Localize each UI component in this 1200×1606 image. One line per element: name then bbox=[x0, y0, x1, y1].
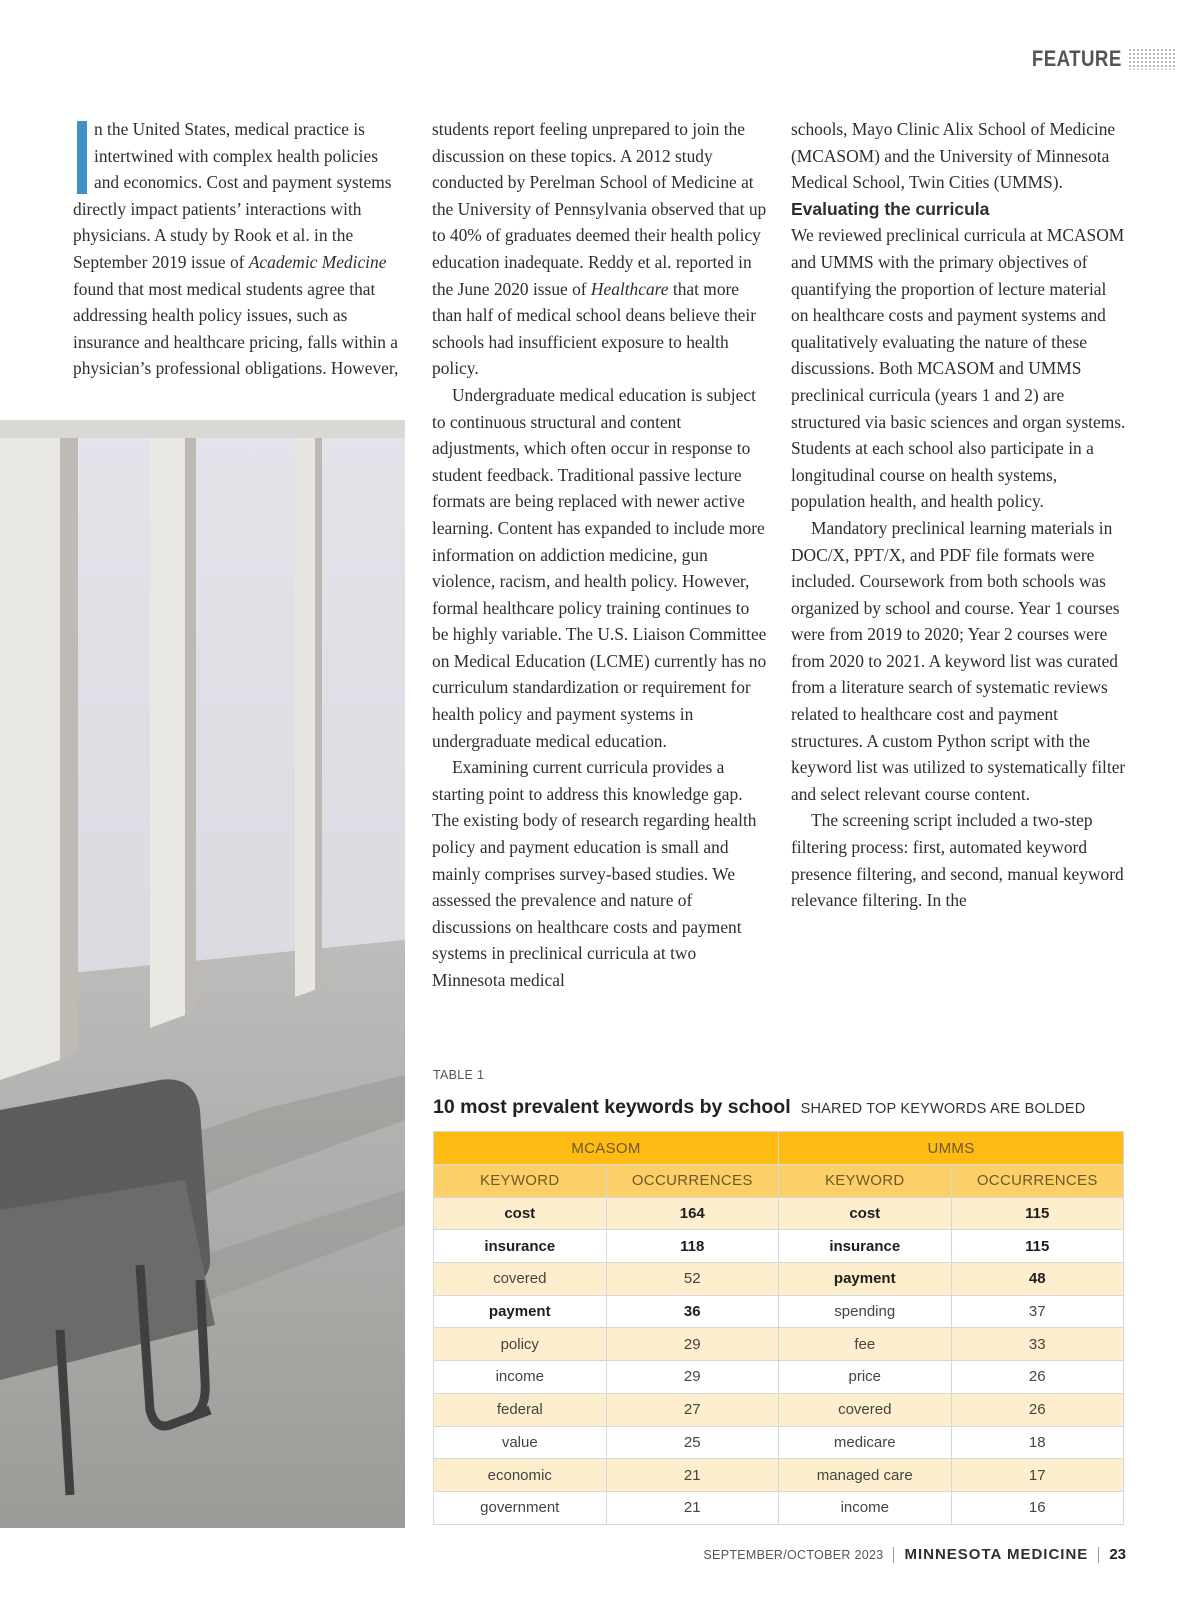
occurrences-cell: 25 bbox=[606, 1426, 779, 1459]
table-row bbox=[434, 1393, 1124, 1426]
page-number: 23 bbox=[1109, 1546, 1126, 1563]
section-label bbox=[1016, 46, 1176, 72]
keyword-cell: income bbox=[434, 1361, 607, 1394]
table-row bbox=[434, 1361, 1124, 1394]
keyword-cell: covered bbox=[434, 1263, 607, 1296]
keyword-cell: fee bbox=[779, 1328, 952, 1361]
keywords-table bbox=[433, 1131, 1124, 1525]
keyword-cell: managed care bbox=[779, 1459, 952, 1492]
table-title: 10 most prevalent keywords by school bbox=[433, 1096, 791, 1118]
occurrences-cell: 33 bbox=[951, 1328, 1124, 1361]
article-column-1 bbox=[73, 116, 405, 382]
keyword-cell: price bbox=[779, 1361, 952, 1394]
keyword-cell: payment bbox=[779, 1263, 952, 1296]
occurrences-cell: 18 bbox=[951, 1426, 1124, 1459]
keyword-cell: economic bbox=[434, 1459, 607, 1492]
occurrences-cell: 29 bbox=[606, 1361, 779, 1394]
occurrences-cell: 29 bbox=[606, 1328, 779, 1361]
table-body bbox=[434, 1197, 1124, 1524]
keyword-cell: income bbox=[779, 1491, 952, 1524]
keyword-cell: government bbox=[434, 1491, 607, 1524]
table-label: TABLE 1 bbox=[433, 1068, 485, 1082]
occurrences-cell: 21 bbox=[606, 1491, 779, 1524]
occurrences-cell: 115 bbox=[951, 1230, 1124, 1263]
occurrences-cell: 26 bbox=[951, 1393, 1124, 1426]
column-header: KEYWORD bbox=[779, 1165, 952, 1198]
table-subtitle: SHARED TOP KEYWORDS ARE BOLDED bbox=[800, 1101, 1086, 1117]
column-header: OCCURRENCES bbox=[606, 1165, 779, 1198]
occurrences-cell: 17 bbox=[951, 1459, 1124, 1492]
article-column-2 bbox=[432, 116, 767, 994]
keyword-cell: medicare bbox=[779, 1426, 952, 1459]
school-header-umms: UMMS bbox=[779, 1132, 1124, 1165]
article-column-3 bbox=[791, 116, 1126, 914]
keywords-table-block bbox=[433, 1068, 1124, 1525]
table-row bbox=[434, 1230, 1124, 1263]
occurrences-cell: 27 bbox=[606, 1393, 779, 1426]
table-row bbox=[434, 1263, 1124, 1296]
keyword-cell: covered bbox=[779, 1393, 952, 1426]
magazine-name: MINNESOTA MEDICINE bbox=[904, 1546, 1089, 1563]
paragraph: Examining current curricula provides a starting point to address this knowledge gap. The existing body of research regarding health policy and payment education is small and mainly comprises survey-based studies. We assessed the prevalence and nature of discussions on healthcare costs and payment systems in preclinical curricula at two Minnesota medical bbox=[432, 757, 757, 990]
occurrences-cell: 115 bbox=[951, 1197, 1124, 1230]
keyword-cell: cost bbox=[434, 1197, 607, 1230]
keyword-cell: policy bbox=[434, 1328, 607, 1361]
footer-divider bbox=[893, 1547, 894, 1563]
keyword-cell: federal bbox=[434, 1393, 607, 1426]
paragraph: Undergraduate medical education is subject to continuous structural and content adjustments, which often occur in response to student feedback. Traditional passive lecture formats are being replaced with newer active learning. Content has expanded to include more information on addiction medicine, gun violence, racism, and health policy. However, formal healthcare policy training continues to be highly variable. The U.S. Liaison Committee on Medical Education (LCME) currently has no curriculum standardization or requirement for health policy and payment systems in undergraduate medical education. bbox=[432, 384, 767, 751]
paragraph: students report feeling unprepared to join the discussion on these topics. A 2012 study conducted by Perelman School of Medicine at the University of Pennsylvania observed that up to 40% of graduates deemed their health policy education inadequate. Reddy et al. reported in the June 2020 issue of Healthcare that more than half of medical school deans believe their schools had insufficient exposure to health policy. bbox=[432, 119, 767, 379]
keyword-cell: payment bbox=[434, 1295, 607, 1328]
paragraph: schools, Mayo Clinic Alix School of Medicine (MCASOM) and the University of Minnesota Medical School, Twin Cities (UMMS). bbox=[791, 119, 1116, 193]
intro-paragraph: n the United States, medical practice is intertwined with complex health policies and economics. Cost and payment systems directly impact patients’ interactions with physicians. A study by Rook et al. in the September 2019 issue of Academic Medicine found that most medical students agree that addressing health policy issues, such as insurance and healthcare pricing, falls within a physician’s professional obligations. However, bbox=[73, 119, 399, 379]
keyword-cell: insurance bbox=[779, 1230, 952, 1263]
paragraph: We reviewed preclinical curricula at MCASOM and UMMS with the primary objectives of quantifying the proportion of lecture material on healthcare costs and payment systems and qualitatively evaluating the nature of these discussions. Both MCASOM and UMMS preclinical curricula (years 1 and 2) are structured via basic sciences and organ systems. Students at each school also participate in a longitudinal course on health systems, population health, and health policy. bbox=[791, 225, 1126, 512]
keyword-cell: cost bbox=[779, 1197, 952, 1230]
keyword-cell: spending bbox=[779, 1295, 952, 1328]
table-row bbox=[434, 1295, 1124, 1328]
occurrences-cell: 36 bbox=[606, 1295, 779, 1328]
table-row bbox=[434, 1459, 1124, 1492]
occurrences-cell: 16 bbox=[951, 1491, 1124, 1524]
paragraph: The screening script included a two-step filtering process: first, automated keyword presence filtering, and second, manual keyword relevance filtering. In the bbox=[791, 810, 1124, 911]
occurrences-cell: 37 bbox=[951, 1295, 1124, 1328]
keyword-cell: insurance bbox=[434, 1230, 607, 1263]
column-header: OCCURRENCES bbox=[951, 1165, 1124, 1198]
occurrences-cell: 118 bbox=[606, 1230, 779, 1263]
drop-cap-bar bbox=[77, 121, 87, 194]
section-title: FEATURE bbox=[1032, 46, 1122, 71]
occurrences-cell: 26 bbox=[951, 1361, 1124, 1394]
footer-divider bbox=[1098, 1547, 1099, 1563]
table-row bbox=[434, 1197, 1124, 1230]
column-header: KEYWORD bbox=[434, 1165, 607, 1198]
section-subheading: Evaluating the curricula bbox=[791, 198, 990, 219]
table-row bbox=[434, 1491, 1124, 1524]
table-title-row bbox=[433, 1096, 1124, 1119]
halftone-dots-decoration bbox=[1128, 48, 1176, 70]
occurrences-cell: 48 bbox=[951, 1263, 1124, 1296]
issue-date: SEPTEMBER/OCTOBER 2023 bbox=[703, 1547, 884, 1562]
school-header-mcasom: MCASOM bbox=[434, 1132, 779, 1165]
page-footer bbox=[703, 1546, 1126, 1563]
photo-illustration bbox=[0, 420, 405, 1528]
table-row bbox=[434, 1426, 1124, 1459]
table-row bbox=[434, 1328, 1124, 1361]
chair-window-photo bbox=[0, 420, 405, 1528]
occurrences-cell: 164 bbox=[606, 1197, 779, 1230]
paragraph: Mandatory preclinical learning materials in DOC/X, PPT/X, and PDF file formats were included. Coursework from both schools was organized by school and course. Year 1 courses were from 2019 to 2020; Year 2 courses were from 2020 to 2021. A keyword list was curated from a literature search of systematic reviews related to healthcare cost and payment structures. A custom Python script with the keyword list was utilized to systematically filter and select relevant course content. bbox=[791, 517, 1126, 804]
occurrences-cell: 21 bbox=[606, 1459, 779, 1492]
occurrences-cell: 52 bbox=[606, 1263, 779, 1296]
keyword-cell: value bbox=[434, 1426, 607, 1459]
